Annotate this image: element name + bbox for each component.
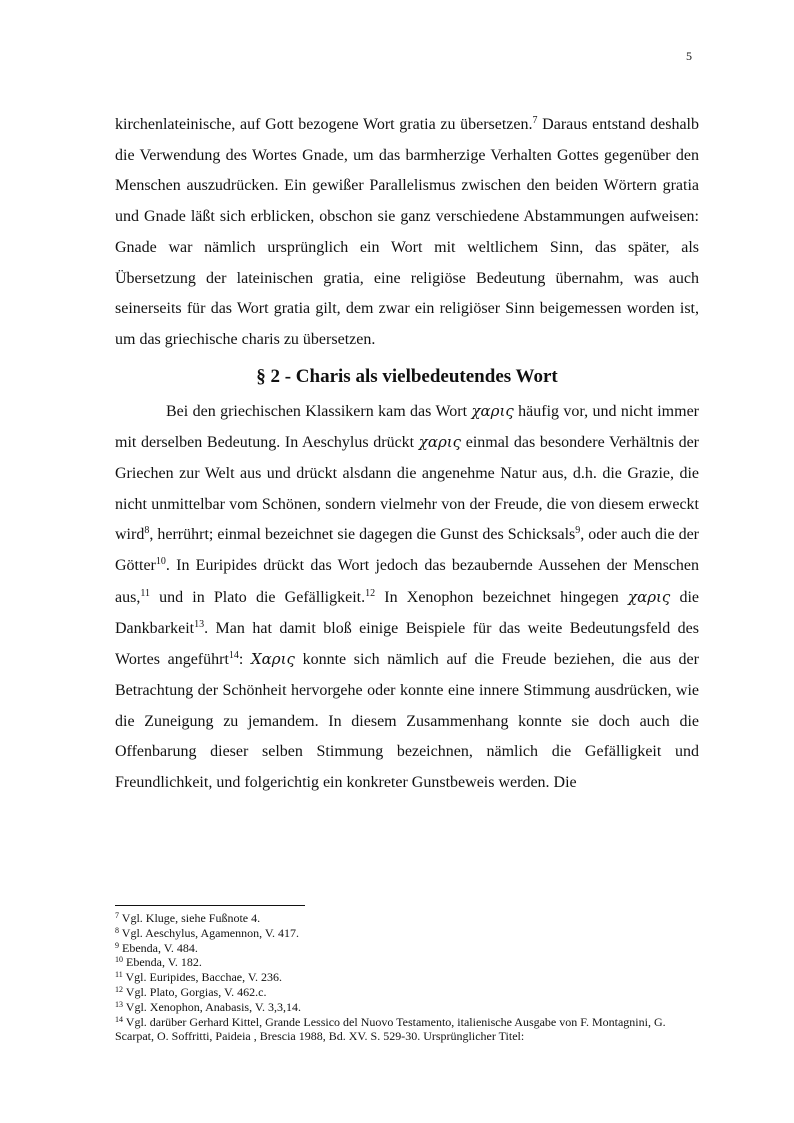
footnote-ref-8: 8 (144, 525, 150, 537)
greek-word: χαρις (471, 401, 514, 420)
footnote-text: Vgl. Kluge, siehe Fußnote 4. (119, 911, 261, 925)
footnote-ref-11: 11 (140, 587, 150, 599)
footnote-ref-7: 7 (532, 115, 538, 126)
text-segment: und in Plato die Gefälligkeit. (149, 588, 366, 606)
paragraph-2 (115, 396, 699, 799)
text-segment: , herrührt; einmal bezeichnet sie dagegen die Gunst des Schicksals (149, 526, 576, 544)
footnote-text: Ebenda, V. 182. (123, 955, 202, 970)
footnote-text: Vgl. Aeschylus, Agamennon, V. 417. (119, 925, 300, 940)
body-text (115, 110, 699, 799)
footnote-ref-14: 14 (228, 650, 239, 662)
footnote-text: Vgl. Euripides, Bacchae, V. 236. (122, 970, 283, 985)
text-segment: die Dankbarkeit (115, 588, 700, 637)
footnote-ref-10: 10 (155, 556, 166, 568)
text-segment: konnte sich nämlich auf die Freude beziehen, die aus der Betrachtung der Schönheit hervorgehe oder konnte eine innere Stimmung ausdrücken, wie die Zuneigung zu jemandem. In diesem Zusammenhang konnte sie doch auch die Offenbarung dieser selben Stimmung bezeichnen, nämlich die Gefälligkeit und Freundlichkeit, und folgerichtig ein konkreter Gunstbeweis werden. Die (115, 651, 699, 792)
footnote-9 (115, 941, 699, 956)
page-number: 5 (686, 49, 692, 63)
section-heading: § 2 - Charis als vielbedeutendes Wort (256, 365, 558, 387)
text-segment: Daraus entstand deshalb die Verwendung des Wortes Gnade, um das barmherzige Verhalten Gottes gegenüber den Menschen auszudrücken. Ein gewißer Parallelismus zwischen den beiden Wörtern gratia und Gnade läßt sich erblicken, obschon sie ganz verschiedene Abstammungen aufweisen: Gnade war nämlich ursprünglich ein Wort mit weltlichem Sinn, das später, als Übersetzung der lateinischen gratia, eine religiöse Bedeutung übernahm, was auch seinerseits für das Wort gratia gilt, dem zwar ein religiöser Sinn beigemessen worden ist, um das griechische charis zu übersetzen. (115, 116, 699, 348)
footnote-number: 12 (115, 984, 123, 994)
footnote-ref-12: 12 (365, 587, 376, 599)
footnotes (115, 911, 699, 1044)
footnote-number: 7 (115, 911, 119, 920)
footnote-number: 9 (115, 940, 119, 950)
text-segment: kirchenlateinische, auf Gott bezogene Wort gratia zu übersetzen. (115, 116, 533, 133)
text-segment: In Xenophon bezeichnet hingegen (375, 588, 628, 606)
footnote-11 (115, 970, 699, 985)
footnote-text: Ebenda, V. 484. (119, 940, 198, 955)
footnote-number: 11 (115, 970, 123, 980)
footnote-ref-13: 13 (194, 618, 205, 630)
footnote-8 (115, 926, 699, 941)
footnote-number: 14 (115, 1014, 123, 1024)
text-segment: , oder auch die der Götter (115, 526, 700, 575)
footnote-14 (115, 1015, 699, 1045)
text-segment: häufig vor, und nicht immer mit derselben Bedeutung. In Aeschylus drückt (115, 402, 700, 452)
greek-word: Χαρις (251, 650, 295, 669)
footnote-13 (115, 1000, 699, 1015)
text-segment: . In Euripides drückt das Wort jedoch das bezaubernde Aussehen der Menschen aus, (115, 557, 699, 606)
footnote-number: 13 (115, 999, 123, 1009)
footnote-text: Vgl. darüber Gerhard Kittel, Grande Lessico del Nuovo Testamento, italienische Ausgabe von F. Montagnini, G. Scarpat, O. Soffritti, Paideia , Brescia 1988, Bd. XV. S. 529-30. Ursprünglicher Titel: (115, 1014, 666, 1044)
text-segment: einmal das besondere Verhältnis der Griechen zur Welt aus und drückt alsdann die angenehme Natur aus, d.h. die Grazie, die nicht unmittelbar vom Schönen, sondern vielmehr von der Freude, die von diesem erweckt wird (115, 434, 699, 544)
footnote-text: Vgl. Plato, Gorgias, V. 462.c. (123, 984, 267, 999)
footnote-text: Vgl. Xenophon, Anabasis, V. 3,3,14. (123, 999, 302, 1014)
footnote-7 (115, 911, 699, 926)
paragraph-1 (115, 110, 699, 356)
footnote-12 (115, 985, 699, 1000)
greek-word: χαρις (627, 587, 671, 606)
greek-word: χαρις (418, 433, 462, 452)
text-segment: : (238, 651, 251, 669)
footnote-10 (115, 955, 699, 970)
footnote-number: 8 (115, 925, 119, 935)
footnote-number: 10 (115, 955, 123, 965)
text-segment: . Man hat damit bloß einige Beispiele für das weite Bedeutungsfeld des Wortes angeführt (115, 619, 699, 669)
text-segment: Bei den griechischen Klassikern kam das Wort (166, 402, 472, 420)
footnote-ref-9: 9 (575, 525, 581, 537)
footnote-separator (115, 905, 305, 906)
